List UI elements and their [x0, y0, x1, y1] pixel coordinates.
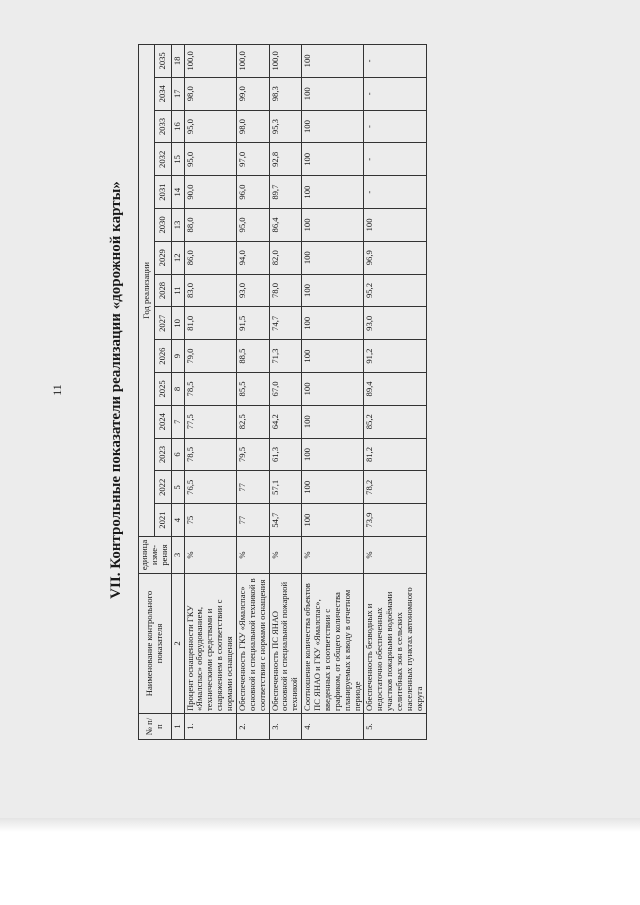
- value-cell: -: [364, 110, 426, 143]
- header-year: 2030: [155, 209, 171, 242]
- section-title: VII. Контрольные показатели реализации «дорожной карты»: [108, 181, 124, 599]
- indicator-name: Обеспеченность ГКУ «Ямалспас» основной и специальной техникой в соответствии с нормами оснащения: [236, 574, 269, 714]
- header-year: 2026: [155, 340, 171, 373]
- column-number: 14: [171, 176, 184, 209]
- column-number: 15: [171, 143, 184, 176]
- indicator-name: Соотношение количества объектов ПС ЯНАО и ГКУ «Ямалспас», введенных в соответствии с графиком, от общего количества планируемых к вводу в отчетном периоде: [302, 574, 364, 714]
- value-cell: 95,0: [184, 143, 236, 176]
- value-cell: -: [364, 44, 426, 77]
- header-year: 2024: [155, 405, 171, 438]
- value-cell: 96,0: [236, 176, 269, 209]
- column-number: 16: [171, 110, 184, 143]
- value-cell: 100: [302, 373, 364, 406]
- value-cell: 81,2: [364, 438, 426, 471]
- value-cell: 100: [302, 340, 364, 373]
- header-year: 2033: [155, 110, 171, 143]
- value-cell: 78,0: [269, 274, 302, 307]
- value-cell: 79,0: [184, 340, 236, 373]
- value-cell: 79,5: [236, 438, 269, 471]
- value-cell: 95,2: [364, 274, 426, 307]
- value-cell: 83,0: [184, 274, 236, 307]
- column-number: 10: [171, 307, 184, 340]
- value-cell: 94,0: [236, 241, 269, 274]
- header-year: 2031: [155, 176, 171, 209]
- column-number: 12: [171, 241, 184, 274]
- value-cell: 78,5: [184, 373, 236, 406]
- value-cell: 61,3: [269, 438, 302, 471]
- value-cell: 82,0: [269, 241, 302, 274]
- indicator-name: Обеспеченность ПС ЯНАО основной и специальной пожарной техникой: [269, 574, 302, 714]
- column-number: 13: [171, 209, 184, 242]
- value-cell: 100: [302, 438, 364, 471]
- row-number: 3.: [269, 714, 302, 740]
- value-cell: -: [364, 77, 426, 110]
- value-cell: 81,0: [184, 307, 236, 340]
- header-year: 2034: [155, 77, 171, 110]
- row-number: 4.: [302, 714, 364, 740]
- unit-cell: %: [364, 537, 426, 574]
- header-year: 2027: [155, 307, 171, 340]
- value-cell: 78,5: [184, 438, 236, 471]
- header-year: 2025: [155, 373, 171, 406]
- value-cell: 92,8: [269, 143, 302, 176]
- header-year: 2028: [155, 274, 171, 307]
- value-cell: 76,5: [184, 471, 236, 504]
- value-cell: 100: [302, 504, 364, 537]
- scan-edge: [0, 818, 640, 832]
- value-cell: 89,7: [269, 176, 302, 209]
- value-cell: 95,3: [269, 110, 302, 143]
- column-number: 1: [171, 714, 184, 740]
- header-column-numbers: [171, 44, 184, 739]
- value-cell: 91,2: [364, 340, 426, 373]
- rotated-page: [50, 40, 610, 740]
- value-cell: 71,3: [269, 340, 302, 373]
- value-cell: 100: [302, 241, 364, 274]
- value-cell: 64,2: [269, 405, 302, 438]
- value-cell: 99,0: [236, 77, 269, 110]
- indicator-name: Процент оснащенности ГКУ «Ямалспас» оборудованием, техническими средствами и снаряжением в соответствии с нормами оснащения: [184, 574, 236, 714]
- unit-cell: %: [269, 537, 302, 574]
- value-cell: 82,5: [236, 405, 269, 438]
- unit-cell: %: [302, 537, 364, 574]
- value-cell: 57,1: [269, 471, 302, 504]
- value-cell: 100,0: [184, 44, 236, 77]
- value-cell: 98,0: [236, 110, 269, 143]
- page-number: 11: [50, 384, 64, 396]
- unit-cell: %: [184, 537, 236, 574]
- value-cell: 100: [302, 274, 364, 307]
- column-number: 11: [171, 274, 184, 307]
- indicator-name: Обеспеченность безводных и недостаточно обеспеченных участков пожарными водоёмами селитебных зон в сельских населенных пунктах автономного округа: [364, 574, 426, 714]
- value-cell: 100: [364, 209, 426, 242]
- value-cell: 100: [302, 176, 364, 209]
- value-cell: 100: [302, 143, 364, 176]
- value-cell: 98,3: [269, 77, 302, 110]
- column-number: 6: [171, 438, 184, 471]
- value-cell: 95,0: [184, 110, 236, 143]
- value-cell: 67,0: [269, 373, 302, 406]
- table-row: [364, 44, 426, 739]
- value-cell: 77,5: [184, 405, 236, 438]
- table-body: [184, 44, 426, 739]
- column-number: 18: [171, 44, 184, 77]
- value-cell: 89,4: [364, 373, 426, 406]
- column-number: 3: [171, 537, 184, 574]
- header-year: 2029: [155, 241, 171, 274]
- row-number: 2.: [236, 714, 269, 740]
- column-number: 7: [171, 405, 184, 438]
- value-cell: 96,9: [364, 241, 426, 274]
- value-cell: 100,0: [269, 44, 302, 77]
- column-number: 5: [171, 471, 184, 504]
- value-cell: 100: [302, 209, 364, 242]
- value-cell: -: [364, 176, 426, 209]
- value-cell: 91,5: [236, 307, 269, 340]
- value-cell: 86,4: [269, 209, 302, 242]
- value-cell: 100: [302, 44, 364, 77]
- table-row: [184, 44, 236, 739]
- value-cell: 98,0: [184, 77, 236, 110]
- value-cell: 78,2: [364, 471, 426, 504]
- value-cell: 88,5: [236, 340, 269, 373]
- header-year: 2035: [155, 44, 171, 77]
- value-cell: 85,5: [236, 373, 269, 406]
- value-cell: 85,2: [364, 405, 426, 438]
- value-cell: 73,9: [364, 504, 426, 537]
- header-unit: единица изме-рения: [139, 537, 172, 574]
- header-year: 2021: [155, 504, 171, 537]
- header-years-group: Год реализации: [139, 44, 155, 536]
- value-cell: 77: [236, 471, 269, 504]
- value-cell: 77: [236, 504, 269, 537]
- value-cell: 97,0: [236, 143, 269, 176]
- value-cell: -: [364, 143, 426, 176]
- column-number: 2: [171, 574, 184, 714]
- header-name: Наименование контрольного показателя: [139, 574, 172, 714]
- value-cell: 100,0: [236, 44, 269, 77]
- value-cell: 74,7: [269, 307, 302, 340]
- column-number: 17: [171, 77, 184, 110]
- value-cell: 100: [302, 405, 364, 438]
- column-number: 9: [171, 340, 184, 373]
- value-cell: 86,0: [184, 241, 236, 274]
- value-cell: 54,7: [269, 504, 302, 537]
- table-row: [269, 44, 302, 739]
- row-number: 5.: [364, 714, 426, 740]
- column-number: 4: [171, 504, 184, 537]
- value-cell: 100: [302, 307, 364, 340]
- value-cell: 90,0: [184, 176, 236, 209]
- value-cell: 93,0: [236, 274, 269, 307]
- row-number: 1.: [184, 714, 236, 740]
- value-cell: 100: [302, 110, 364, 143]
- indicators-table: [138, 44, 427, 740]
- value-cell: 95,0: [236, 209, 269, 242]
- value-cell: 100: [302, 77, 364, 110]
- header-year: 2022: [155, 471, 171, 504]
- header-year: 2023: [155, 438, 171, 471]
- table-row: [236, 44, 269, 739]
- column-number: 8: [171, 373, 184, 406]
- value-cell: 75: [184, 504, 236, 537]
- header-year: 2032: [155, 143, 171, 176]
- unit-cell: %: [236, 537, 269, 574]
- header-no: № п/п: [139, 714, 172, 740]
- value-cell: 88,0: [184, 209, 236, 242]
- value-cell: 100: [302, 471, 364, 504]
- value-cell: 93,0: [364, 307, 426, 340]
- table-row: [302, 44, 364, 739]
